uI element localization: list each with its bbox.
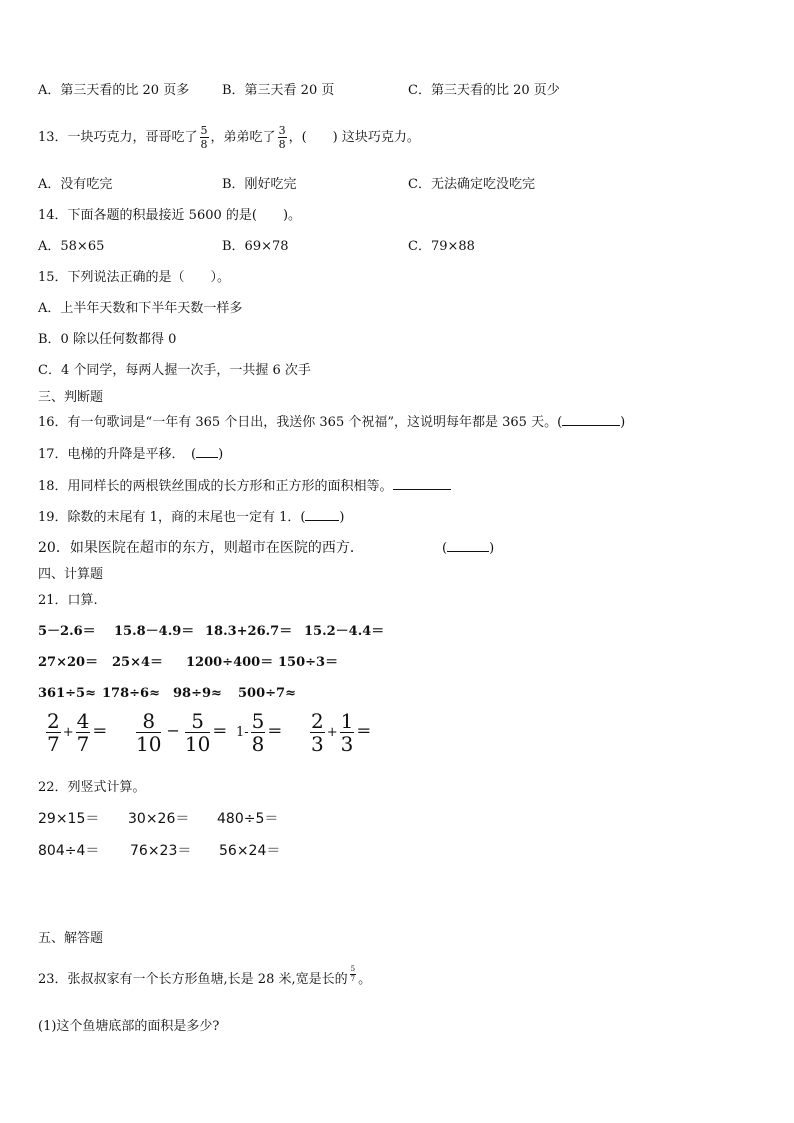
section-heading-4: 四、计算题 (38, 567, 104, 582)
fraction-expression: $\frac{8}{10}$ − $\frac{5}{10}$ ＝ (136, 709, 228, 756)
option-a: A．上半年天数和下半年天数一样多 (38, 301, 243, 316)
fraction-expression: $\frac{2}{7}$ + $\frac{4}{7}$ ＝ (47, 709, 108, 756)
option-c: C．4 个同学，每两人握一次手，一共握 6 次手 (38, 363, 311, 378)
vertical-calc: 480÷5＝ (217, 811, 279, 827)
option-b: B．第三天看 20 页 (222, 83, 335, 98)
option-c: C．79×88 (408, 239, 475, 254)
question-19: 19．除数的末尾有 1，商的末尾也一定有 1．( ) (38, 510, 345, 525)
fraction-expression: $\frac{2}{3}$ + $\frac{1}{3}$ ＝ (311, 709, 372, 756)
question-13-post: ，( ) 这块巧克力。 (288, 130, 420, 145)
section-heading-5: 五、解答题 (38, 931, 104, 946)
oral-calc: 500÷7≈ (238, 686, 296, 701)
question-22-title: 22．列竖式计算。 (38, 780, 146, 795)
fraction-expression: 1- $\frac{5}{8}$ ＝ (236, 709, 283, 756)
section-heading-3: 三、判断题 (38, 390, 104, 405)
question-23-part-1: (1)这个鱼塘底部的面积是多少? (38, 1019, 220, 1034)
question-17: 17．电梯的升降是平移． ( ) (38, 447, 224, 462)
option-c: C．无法确定吃没吃完 (408, 177, 535, 192)
question-21-title: 21．口算. (38, 593, 98, 608)
oral-calc: 361÷5≈ (38, 686, 96, 701)
vertical-calc: 29×15＝ (38, 811, 100, 827)
fraction-5-8: $\frac{5}{8}$ (200, 124, 208, 151)
question-20: 20．如果医院在超市的东方，则超市在医院的西方． (38, 540, 364, 556)
question-13-pre: 13．一块巧克力，哥哥吃了 (38, 130, 198, 145)
option-a: A．没有吃完 (38, 177, 113, 192)
oral-calc: 98÷9≈ (173, 686, 222, 701)
option-b: B．刚好吃完 (222, 177, 297, 192)
question-18: 18．用同样长的两根铁丝围成的长方形和正方形的面积相等。 (38, 478, 451, 496)
question-14: 14．下面各题的积最接近 5600 的是( )。 (38, 208, 302, 223)
question-13 (38, 120, 420, 156)
vertical-calc: 76×23＝ (130, 843, 192, 859)
question-23: 23．张叔叔家有一个长方形鱼塘,长是 28 米,宽是长的 $\frac{5}{7}$ 。 (38, 965, 372, 987)
vertical-calc: 804÷4＝ (38, 843, 100, 859)
oral-calc: 15.2－4.4＝ (304, 624, 385, 639)
option-a: A．第三天看的比 20 页多 (38, 83, 190, 98)
fraction-3-8: $\frac{3}{8}$ (278, 124, 286, 151)
oral-calc: 18.3+26.7＝ (205, 624, 293, 639)
question-15: 15．下列说法正确的是（ ）。 (38, 270, 231, 285)
vertical-calc: 30×26＝ (128, 811, 190, 827)
option-a: A．58×65 (38, 239, 105, 254)
option-b: B．0 除以任何数都得 0 (38, 332, 177, 347)
option-c: C．第三天看的比 20 页少 (408, 83, 560, 98)
oral-calc: 25×4＝ (112, 655, 164, 670)
oral-calc: 1200÷400＝ (186, 655, 274, 670)
question-13-mid: ，弟弟吃了 (210, 130, 276, 145)
oral-calc: 5－2.6＝ (38, 624, 96, 639)
oral-calc: 27×20＝ (38, 655, 99, 670)
vertical-calc: 56×24＝ (219, 843, 281, 859)
option-b: B．69×78 (222, 239, 289, 254)
oral-calc: 178÷6≈ (102, 686, 160, 701)
question-20-answer-blank: ( ) (442, 541, 495, 556)
oral-calc: 150÷3＝ (278, 655, 339, 670)
oral-calc: 15.8－4.9＝ (114, 624, 195, 639)
question-16: 16．有一句歌词是“一年有 365 个日出，我送你 365 个祝福”，这说明每年都是 365 天。( ) (38, 415, 626, 430)
